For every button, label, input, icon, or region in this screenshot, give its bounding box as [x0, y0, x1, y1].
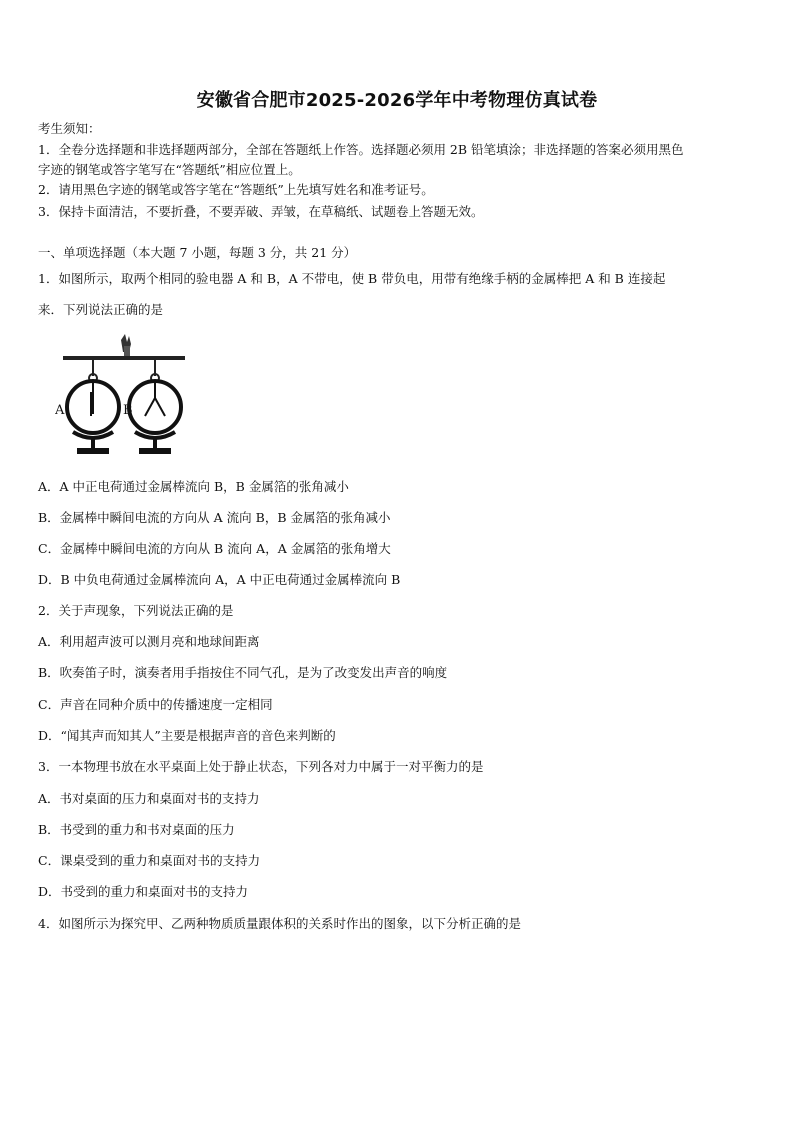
notice-item-3: 3．保持卡面清洁，不要折叠，不要弄破、弄皱，在草稿纸、试题卷上答题无效。: [38, 204, 484, 219]
q1-option-d: D．B 中负电荷通过金属棒流向 A，A 中正电荷通过金属棒流向 B: [38, 572, 401, 587]
metal-rod: [63, 356, 185, 360]
q3-option-d: D．书受到的重力和桌面对书的支持力: [38, 884, 249, 899]
q3-option-c: C．课桌受到的重力和桌面对书的支持力: [38, 853, 261, 868]
q2-option-b: B．吹奏笛子时，演奏者用手指按住不同气孔，是为了改变发出声音的响度: [38, 665, 448, 680]
q1-option-b: B．金属棒中瞬间电流的方向从 A 流向 B，B 金属箔的张角减小: [38, 510, 391, 525]
electroscope-a-icon: [67, 360, 119, 454]
insulating-handle-icon: [121, 334, 131, 356]
q2-stem: 2．关于声现象，下列说法正确的是: [38, 603, 234, 618]
q2-option-a: A．利用超声波可以测月亮和地球间距离: [38, 634, 260, 649]
notice-item-2: 2．请用黑色字迹的钢笔或答字笔在“答题纸”上先填写姓名和准考证号。: [38, 182, 434, 197]
q3-option-a: A．书对桌面的压力和桌面对书的支持力: [38, 791, 260, 806]
page-title: 安徽省合肥市2025-2026学年中考物理仿真试卷: [196, 90, 598, 111]
notice-item-1: 1．全卷分选择题和非选择题两部分，全部在答题纸上作答。选择题必须用 2B 铅笔填涂；非选择题的答案必须用黑色: [38, 142, 684, 157]
label-a: A: [55, 403, 65, 418]
q1-stem-line1: 1．如图所示，取两个相同的验电器 A 和 B，A 不带电，使 B 带负电，用带有绝缘手柄的金属棒把 A 和 B 连接起: [38, 271, 666, 286]
q1-option-a: A．A 中正电荷通过金属棒流向 B，B 金属箔的张角减小: [38, 479, 349, 494]
section-heading: 一、单项选择题（本大题 7 小题，每题 3 分，共 21 分）: [38, 245, 357, 260]
q2-option-d: D．“闻其声而知其人”主要是根据声音的音色来判断的: [38, 728, 336, 743]
q3-option-b: B．书受到的重力和书对桌面的压力: [38, 822, 235, 837]
electroscope-b-icon: [129, 360, 181, 454]
q2-option-c: C．声音在同种介质中的传播速度一定相同: [38, 697, 273, 712]
q1-option-c: C．金属棒中瞬间电流的方向从 B 流向 A，A 金属箔的张角增大: [38, 541, 391, 556]
label-b: B: [123, 403, 133, 418]
notice-heading: 考生须知：: [38, 121, 101, 136]
q4-stem: 4．如图所示为探究甲、乙两种物质质量跟体积的关系时作出的图象，以下分析正确的是: [38, 916, 521, 931]
notice-item-1-cont: 字迹的钢笔或答字笔写在“答题纸”相应位置上。: [38, 162, 301, 177]
electroscope-figure: [55, 332, 195, 462]
q3-stem: 3．一本物理书放在水平桌面上处于静止状态，下列各对力中属于一对平衡力的是: [38, 759, 484, 774]
q1-stem-line2: 来．下列说法正确的是: [38, 302, 164, 317]
